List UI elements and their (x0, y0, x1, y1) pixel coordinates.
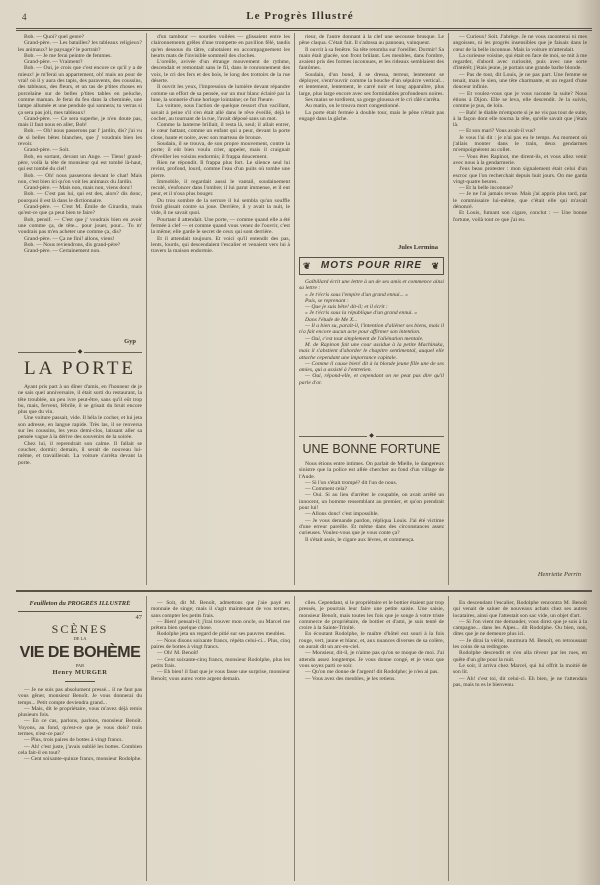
paragraph: — Oui, c'est tout simplement de l'aliénation mentale. (305, 335, 424, 342)
paragraph: — Bah! le diable m'emporte si je ne vis pas tout de suite, à la façon dont elle tourna la tête, qu'elle savait que j'étais là. (453, 109, 587, 129)
paragraph: Bob. — C'est pas lui, qui est des, alors? dis donc, pourquoi il est là dans le dictionnaire. (18, 191, 142, 204)
feuilleton-column-4 (453, 600, 587, 882)
paragraph: — Cent soixante-quinze francs, monsieur Rodolphe. (24, 756, 142, 763)
paragraph: rieur, de l'autre donnant à la clef une secousse brusque. Le pêne claqua. C'était fait. Il s'adossa au panneau, vainqueur. (299, 34, 444, 47)
paragraph: — Bien! pensait-il; j'irai trouver mon oncle, ou Marcel me prêtera bien quelque chose. (151, 618, 290, 632)
paragraph: L'oreille, avivée d'un étrange mouvement de rythme, descendait et remontait sans le fil, dans le ronronnement des voix, le cri des fers et des bois, le long des trottoirs de la rue déserte. (151, 59, 290, 85)
paragraph: Bob. — Nous reviendrons, dis grand-père? (24, 241, 121, 248)
paragraph: Grand-père. — Certainement non. (24, 248, 101, 255)
feuilleton-body (18, 687, 142, 763)
paragraph: Grand-père. — Ça ne fini! allons, viens! (24, 235, 115, 242)
paragraph: — Eh bien! il faut que je vous fasse une surprise, monsieur Benoît; vous aurez votre argent demain. (151, 669, 290, 682)
paragraph: Bob. — Oui, je crois que c'est encore ce qu'il y a de mieux! je m'ferai un appartement, oh! mais un pour de vrai! où il y aura des tapis, des paravents, des coussins, des tableaux, des fleurs, et un tas de p'tites choses en porcelaine sur de belles p'tites tables en peluche, comme maman. Je ferai du feu dans la cheminée, une lampe allumée et une pendule qui sonnera; tu verras si ça sera pas joli, mes tableaux! (18, 65, 142, 116)
paragraph: Grand-père. — Vraiment? (24, 59, 83, 66)
page-number: 4 (22, 12, 27, 22)
paragraph: Soudain, d'un bond, il se dressa, terreur, lentement se déployer, s'entr'ouvrir comme la bouche d'un sépulcre vertical... et lentement, lentement, le carré noir et long apparaître, plus large, plus large encore avec ses formidables profondeurs noires. (299, 71, 444, 97)
paragraph: Bob. — Quoi? quel genre? (24, 34, 85, 40)
paragraph: Bob. — Oh! nous passerons par l' jardin, dis? j'ai vu de si belles bêtes blanches, que j' voudrais bien les revoir. (18, 128, 142, 148)
article-body (453, 34, 587, 569)
paragraph: Galbillard écrit une lettre à un de ses amis et commence ainsi sa lettre : (299, 279, 444, 292)
section-title: MOTS POUR RIRE (320, 260, 423, 271)
column-divider (294, 33, 295, 585)
paragraph: — Si l'on vient me demander, vous direz que je suis à la campagne... dans les Alpes... dit Rodolphe. Ou bien, non, dites que je ne demeure plus ici. (453, 618, 587, 638)
author-signature: Henriette Perrin (537, 571, 581, 578)
paragraph: — Comme il cause bien! dit à la blonde jeune fille une de ses amies, qui a assisté à l'entretien. (299, 360, 444, 374)
paragraph: Bob, en sortant, devant un Ange. — Tiens! grand-père, voilà la tête de monsieur qui est tombé là-haut, qui est tombé du ciel! (18, 153, 142, 173)
paragraph: Immobile, il regardait aussi le vantail, soudainement reculé, s'enfoncer dans l'ombre; il lui parut immense, et il eut peur, et il n'osa plus bouger. (151, 178, 290, 198)
decorative-figure-icon: ❦ (303, 261, 312, 271)
paragraph: En écoutant Rodolphe, le maître d'hôtel eut souri à la fois rouge, vert, jaune et blanc, et, aux nuances diverses de sa colère, on aurait dit un arc-en-ciel. (299, 631, 444, 651)
paragraph: Grand-père. — Mais non, mais non, viens donc! (24, 185, 133, 192)
paragraph: Et il attendait toujours. Et voici qu'il entendit des pas, lents, lourds, qui descendaient l'escalier et venaient vers lui à travers la maison endormie. (151, 235, 290, 255)
paragraph: — Je ne l'ai jamais revue. Mais j'ai appris plus tard, par le commissaire lui-même, que c'était elle qui m'avait dénoncé. (453, 191, 587, 211)
paragraph: — Monsieur, dit-il, je n'aime pas qu'on se moque de moi. J'ai attendu assez longtemps. Je vous donne congé, et je veux que vous soyez parti ce soir. (299, 650, 444, 669)
paragraph: — Que je suis bête! dit-il; et il écrit : (305, 304, 388, 311)
masthead: Le Progrès Illustré (246, 10, 354, 22)
column-2 (151, 34, 290, 586)
header-rule (16, 28, 592, 29)
paragraph: Au matin, on le trouva mort congestionné. (305, 103, 400, 110)
paragraph: Du trou sombre de la serrure il lui sembla qu'un souffle froid glissait contre sa joue. Derrière, il y avait la nuit, le vide, il ne savait quoi. (151, 197, 290, 217)
paragraph: ciles. Cependant, si le propriétaire et le bottier étaient par trop pressés, je pourrais leur faire une petite saisie. Une saisie, monsieur Benoît, mais toutes les fois que je songe à votre triste commerce de propriétaire, de bottier et d'ami, je suis tenté de croire à la Sainte-Trinité. (299, 600, 444, 632)
paragraph: — Ah! c'est toi, dit celui-ci. Eh bien, je ne t'attendais pas, mais tu es le bienvenu. (453, 675, 587, 688)
feuilleton-rule (16, 590, 592, 592)
paragraph: — Et voulez-vous que je vous raconte la suite? Nous étions à Dijon. Elle se leva, elle descendit. Je la suivis, comme je pus, de loin. (453, 90, 587, 110)
section-banner (299, 257, 444, 275)
author-name: Henry MURGER (52, 669, 108, 676)
paragraph: « Je t'écris sous l'empire d'un grand ennui... » (305, 291, 408, 298)
paragraph: Une voiture passait, vide. Il héla le cocher, et lui jeta son adresse, en langue rapide. Très las, il se renversa sur les coussins, les yeux demi-clos, laissant aller sa pensée vague à la dérive des souvenirs de la soirée. (18, 415, 142, 441)
paragraph: Grand-père. — Soit. (24, 147, 70, 154)
paragraph: — Plus, trois paires de bottes à vingt francs. (24, 737, 123, 744)
paragraph: — Soit, dit M. Benoît, admettons que j'aie payé en monnaie de singe; mais il s'agit maintenant de vos termes, sans compter les petits frais. (151, 600, 290, 619)
ornament-divider: ◆ (18, 348, 142, 356)
paragraph: — Ah! c'est juste, j'avais oublié les bottes. Combien cela fait-il en tout? (18, 743, 142, 756)
paragraph: Grand-père. — Les batailles? les tableaux religieux? les animaux? le paysage? le portrait? (18, 40, 142, 53)
article-body (299, 461, 444, 543)
paragraph: Pourtant il attendait. Une porte, — comme quand elle a été fermée à clef — et comme quand vous venez de l'ouvrir, c'est la même; elle garde le secret de ceux qui sont derrière. (151, 216, 290, 236)
paragraph: Je vous l'ai dit : je n'ai pas eu le temps. Au moment où j'allais monter dans le train, deux gendarmes m'empoignèrent au collet. (453, 134, 587, 154)
paragraph: Rien ne répondit. Il frappa plus fort. Le silence seul lui revint, profond, lourd, comme l'eau d'un puits où tombe une pierre. (151, 159, 290, 179)
column-divider (448, 33, 449, 585)
installment-number: 47 (135, 614, 142, 621)
paragraph: Comme la lanterne brillait, il resta là, seul; il allait entrer, le cœur battant, comme un enfant qui a peur, devant la porte close, haute et noire, avec son marteau de bronze. (151, 122, 290, 141)
paragraph: — Pas de tout, dit Louis, je ne pas part. Une femme se tenait, mais le sien, une tête charmante, et un regard d'une douceur infinie. (453, 71, 587, 91)
paragraph: Ayant pris part à un dîner d'amis, en l'honneur de je ne sais quel anniversaire, il était sorti du restaurant, la tête troublée, un peu ivre peut-être, sans qu'il eût trop bu, mais, fervent, fébrile, il se grisait du bruit encore plus que du vin. (18, 384, 142, 416)
decorative-figure-icon: ❦ (431, 261, 440, 271)
paragraph: d'un tambour — sourdes voilées — glissaient entre les claironnements grêles d'une trompette en pavillon fêlé, tandis qu'en dessous du tâtre, cahotaient en accompagnement les heurts mats de l'invisible sommeil des cloches. (151, 34, 290, 59)
paragraph: — Je vous demande pardon, répliqua Louis. J'ai été victime d'une erreur pareille. Et même dans des circonstances assez curieuses. Voulez-vous que je vous conte ça? (299, 517, 444, 537)
paragraph: — Mais, dit le propriétaire, vous m'avez déjà remis plusieurs fois. (18, 705, 142, 719)
paragraph: — Qu'on me donne de l'argent! dit Rodolphe; je n'en ai pas. (305, 669, 439, 676)
paragraph: « Je t'écris sous la république d'un grand ennui. » (305, 310, 418, 317)
column-3 (299, 34, 444, 586)
column-4 (453, 34, 587, 586)
paragraph: Soudain, il se trouva, de son propre mouvement, contre la porte; il eût bien voulu crier, appeler, mais il craignait d'éveiller les voisins endormis; il frappa doucement. (151, 141, 290, 160)
article-title: LA PORTE (23, 358, 137, 379)
paragraph: Il ouvrit à sa fenêtre. Sa tête retomba sur l'oreiller. Dormir! Sa main était glacée, son front brûlant. Les meubles, dans l'ombre, avaient pris des formes inconnues, et les rideaux semblaient des fantômes. (299, 46, 444, 72)
paragraph: La curieuse voisine, qui était en face de moi, se mit à me regarder, d'abord avec curiosité, puis avec une sorte d'intérêt; j'étais jeune, je portais une grande barbe blonde. (453, 52, 587, 72)
article-body (299, 34, 444, 242)
paragraph: Ses mains se tordirent, sa gorge gloussa et le cri râlé s'arrêta. (305, 96, 441, 103)
paragraph: — Comment cela? (305, 486, 347, 493)
paragraph: — Allons donc! c'est impossible. (305, 511, 379, 518)
paragraph: Chez lui, il reprendrait son calme. Il fallait se coucher, dormir; demain, il serait de nouveau lui-même, et travaillerait. La voiture s'arrêta devant la porte. (18, 440, 142, 466)
paragraph: — Oui. Si au lieu d'arrêter le coupable, on avait arrêté un innocent, un homme ressemblant au premier, et qu'on prendrait pour lui! (299, 492, 444, 512)
paragraph: En descendant l'escalier, Rodolphe rencontra M. Benoît qui venait de saluer de nouveaux achats chez ses autres locataires, ainsi que l'attestait son sac vide, un objet d'art. (453, 600, 587, 619)
paragraph: M. de Rapinon fait une cour assidue à la petite Machinska, mais il s'abstient d'aborder le chapitre sentimental, auquel elle attache cependant une importance capitale. (299, 341, 444, 361)
column-divider (146, 596, 147, 881)
paragraph: La voiture, sous l'action de quelque ressort d'un vacillant, savait à peine s'il s'en était allé dans le rêve éveillé, déjà le cocher, au tournant de la rue, l'avait déposé sans un mot. (151, 103, 290, 122)
feuilleton-column-1 (18, 600, 142, 882)
paragraph: Et Louis, fumant son cigare, conclut : — Une bonne fortune, voilà tout ce que j'ai eu. (453, 210, 587, 223)
paragraph: — Je dirai la vérité, murmura M. Benoît, en retroussant les coins de sa redingote. (453, 637, 587, 651)
paragraph: — En ce cas, parlons, parlons, monsieur Benoît. Voyons, au fond, qu'est-ce que je vous dois? trois termes, n'est-ce pas? (18, 718, 142, 738)
paragraph: Puis, se reprenant : (305, 297, 349, 304)
paragraph: Bob, pensif. — C'est que j' voudrais bien en avoir une comme ça, de tête... pour jouer, pour... Tu m' voudrais pas m'en acheter une comme ça, dis? (18, 216, 142, 236)
paragraph: Bob. — Je me ferai peintre de femmes. (24, 52, 112, 59)
paragraph: — Si l'on s'était trompé? dit l'un de nous. (305, 479, 398, 486)
paragraph: Bob. — Oh! nous passerons devant le chat! Mais non, c'est bien ici qu'on voit les animaux du Jardin. (18, 172, 142, 185)
paragraph: Grand-père. — Ce sera superbe, je n'en doute pas, mais il faut nous en aller, Bob! (18, 115, 142, 129)
paragraph: Il ouvrit les yeux, l'impression de lumière devant répandre comme un effort de sa pensée, sur un mur blanc éclairé par la lune, la sonnerie d'une horloge lointaine; ce fut l'heure. (151, 84, 290, 103)
paragraph: — Vous êtes Rapinot, me dirent-ils, et vous allez venir avec nous à la gendarmerie. (453, 153, 587, 166)
feuilleton-label: Feuilleton du PROGRÈS ILLUSTRÉ (18, 600, 142, 612)
ornament-divider: ◆ (299, 432, 444, 440)
paragraph: — Je ne suis pas absolument pressé... il ne faut pas vous gêner, monsieur Benoît. Je vous donnerai du temps... Petit compte deviendra grand... (18, 687, 142, 706)
author-signature: Jules Lermina (398, 244, 438, 251)
paragraph: Le soir, il arriva chez Marcel, qui lui offrit la moitié de son lit. (453, 662, 587, 676)
jokes-list (299, 279, 444, 430)
title-scenes: SCÈNES (51, 622, 109, 636)
paragraph: Grand-père. — C'est M. Émile de Girardin, mais qu'est-ce que ça peut bien te faire? (18, 204, 142, 217)
paragraph: Il s'était assis, le cigare aux lèvres, et commença. (305, 536, 415, 543)
paragraph: — Curieux! Soit. J'abrège. Je ne vous raconterai ni mes angoisses, ni les progrès insensibles que je faisais dans le cœur de la belle inconnue. Mais la voiture m'attendait. (453, 34, 587, 53)
paragraph: J'eus beau protester : mon signalement était celui d'un escroc que l'on recherchait depuis huit jours. On me garda vingt-quatre heures. (453, 166, 587, 185)
column-divider (448, 596, 449, 881)
short-rule (65, 681, 95, 682)
title-par: PAR (75, 663, 85, 668)
paragraph: — Oui, répond-elle, et cependant on ne peut pas dire qu'il parle d'or. (299, 373, 444, 386)
paragraph: Dans l'étude de Me X... (305, 316, 358, 323)
column-1 (18, 34, 142, 586)
feuilleton-column-2 (151, 600, 290, 882)
paragraph: — Et la belle inconnue? (459, 185, 514, 192)
column-divider (146, 33, 147, 585)
paragraph: Rodolphe jeta un regard de pitié sur ses pauvres meubles. (157, 631, 286, 638)
column-divider (294, 596, 295, 881)
gyp-dialogue (18, 34, 142, 336)
title-de-la: DE LA (73, 636, 87, 641)
paragraph: — Nous disons soixante francs, répéta celui-ci... Plus, cinq paires de bottes à vingt francs. (151, 637, 290, 651)
paragraph: La porte était fermée à double tour, mais le pêne n'était pas engagé dans la gâche. (299, 109, 444, 122)
paragraph: — Cent soixante-cinq francs, monsieur Rodolphe, plus les petits frais. (151, 656, 290, 669)
paragraph: Rodolphe descendit et s'en alla rêveur par les rues, en quête d'un gîte pour la nuit. (453, 650, 587, 663)
author-signature: Gyp (124, 338, 136, 345)
paragraph: — Et son mari? Vous avait-il vus? (459, 128, 536, 135)
paragraph: — Il a bien su, paraît-il, l'intention d'aliéner ses biens, mais il n'a fait encore aucun acte pour affirmer son intention. (299, 323, 444, 336)
feuilleton-column-3 (299, 600, 444, 882)
header-rule-2 (16, 30, 592, 31)
paragraph: — Oh! M. Benoît! (157, 650, 199, 657)
paragraph: — Vous avez des meubles, je les retiens. (305, 675, 396, 682)
article-body (18, 384, 142, 466)
article-title: UNE BONNE FORTUNE (302, 442, 441, 456)
paragraph: Nous étions entre intimes. On parlait de Mielle, le dangereux sinistre que la police est allée chercher au fond d'un village de l'Aude. (299, 461, 444, 480)
title-main: VIE DE BOHÈME (19, 644, 141, 661)
